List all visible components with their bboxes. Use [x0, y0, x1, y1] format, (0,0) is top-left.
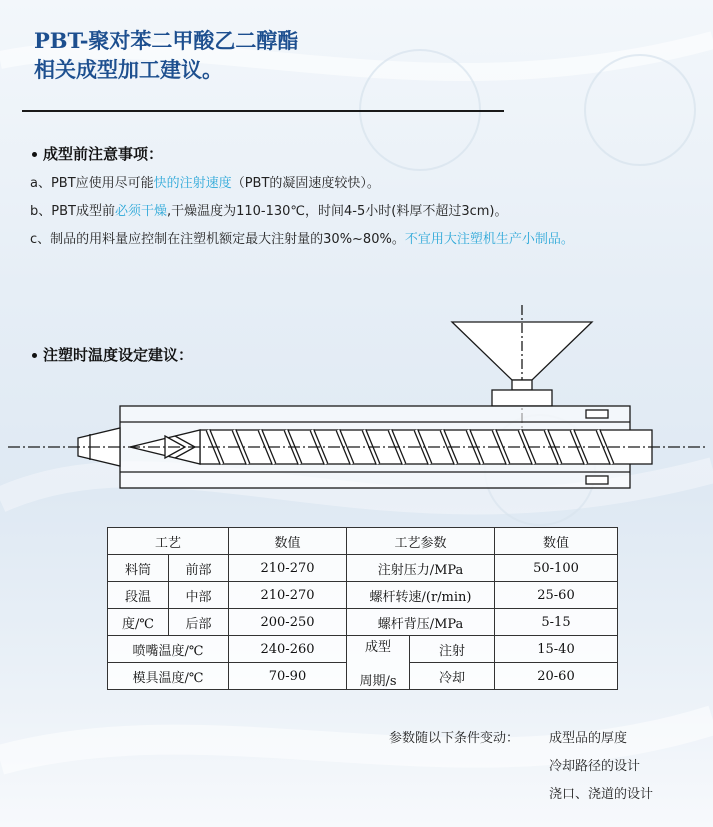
- condition-item: 成型品的厚度: [549, 731, 628, 746]
- title-divider: [22, 110, 504, 112]
- header-process: 工艺: [108, 528, 229, 555]
- note-highlight: 快的注射速度: [153, 176, 232, 191]
- note-highlight: 必须干燥: [114, 204, 167, 219]
- table-row: [108, 555, 618, 582]
- note-highlight: 不宜用大注塑机生产小制品。: [404, 232, 574, 247]
- zone-label: 前部: [169, 555, 229, 582]
- inject-label: 注射: [410, 636, 495, 663]
- zone-label: 中部: [169, 582, 229, 609]
- table-header-row: [108, 528, 618, 555]
- param-label: 螺杆转速/(r/min): [347, 582, 495, 609]
- table-row: [108, 636, 618, 663]
- note-c: c、制品的用料量应控制在注塑机额定最大注射量的30%~80%。不宜用大注塑机生产小制品。: [30, 232, 574, 247]
- temperature-parameter-table: [107, 527, 618, 690]
- title-line-2: 相关成型加工建议。: [34, 57, 223, 82]
- note-b: b、PBT成型前必须干燥,干燥温度为110-130℃，时间4-5小时(料厚不超过3cm)。: [30, 204, 508, 219]
- page-title: [34, 26, 298, 84]
- condition-item: 浇口、浇道的设计: [549, 787, 654, 802]
- header-value: 数值: [229, 528, 347, 555]
- zone-label: 后部: [169, 609, 229, 636]
- param-value: 5-15: [495, 609, 618, 636]
- barrel-label-1: 料筒: [108, 555, 169, 582]
- header-param-value: 数值: [495, 528, 618, 555]
- note-a: a、PBT应使用尽可能快的注射速度（PBT的凝固速度较快）。: [30, 176, 380, 191]
- mold-temp: 70-90: [229, 663, 347, 690]
- table-row: [108, 609, 618, 636]
- param-value: 25-60: [495, 582, 618, 609]
- zone-temp: 210-270: [229, 582, 347, 609]
- mold-label: 模具温度/℃: [108, 663, 229, 690]
- barrel-label-2: 段温: [108, 582, 169, 609]
- cycle-label: 成型 周期/s: [347, 636, 410, 690]
- param-label: 注射压力/MPa: [347, 555, 495, 582]
- zone-temp: 210-270: [229, 555, 347, 582]
- title-line-1: PBT-聚对苯二甲酸乙二醇酯: [34, 28, 299, 53]
- table-row: [108, 582, 618, 609]
- param-value: 50-100: [495, 555, 618, 582]
- nozzle-temp: 240-260: [229, 636, 347, 663]
- cool-label: 冷却: [410, 663, 495, 690]
- inject-value: 15-40: [495, 636, 618, 663]
- condition-item: 冷却路径的设计: [549, 759, 641, 774]
- injection-screw-diagram: [0, 300, 713, 510]
- zone-temp: 200-250: [229, 609, 347, 636]
- section-heading-text: 注塑时温度设定建议：: [43, 346, 194, 364]
- bullet-icon: [32, 152, 37, 157]
- param-label: 螺杆背压/MPa: [347, 609, 495, 636]
- conditions-lead: 参数随以下条件变动：: [389, 731, 520, 746]
- header-param: 工艺参数: [347, 528, 495, 555]
- barrel-label-3: 度/℃: [108, 609, 169, 636]
- section-heading-text: 成型前注意事项：: [43, 145, 164, 163]
- nozzle-label: 喷嘴温度/℃: [108, 636, 229, 663]
- section-heading-pre-molding: [32, 143, 163, 164]
- cool-value: 20-60: [495, 663, 618, 690]
